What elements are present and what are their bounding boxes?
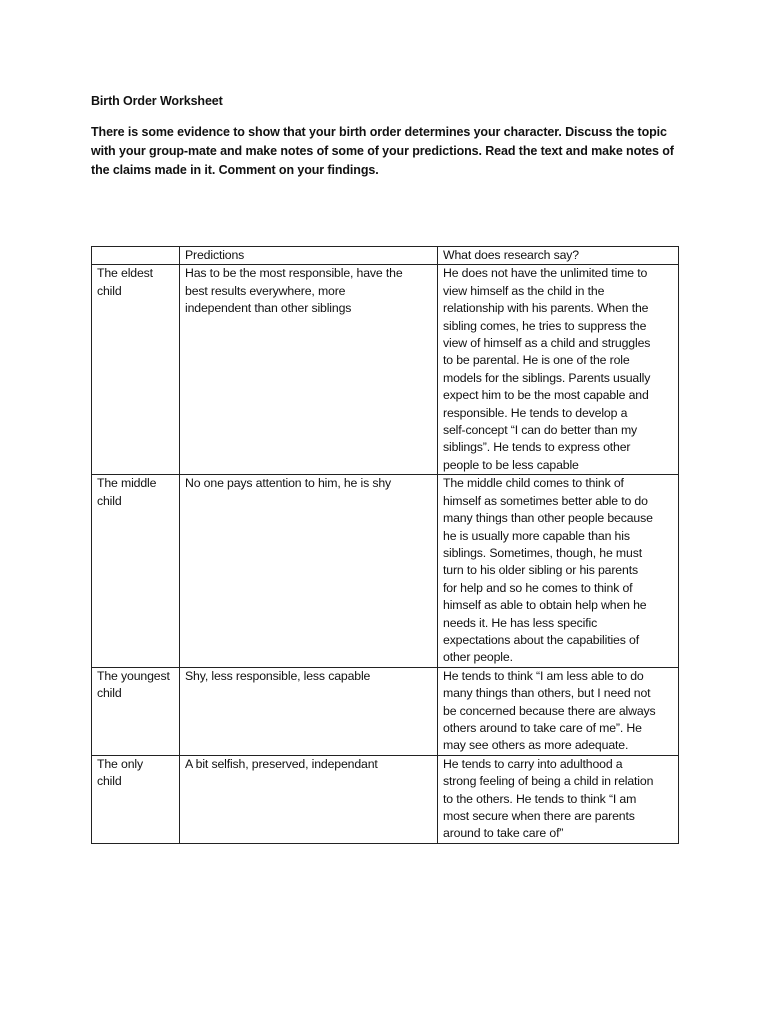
research-text-line: to the others. He tends to think “I am (443, 791, 637, 806)
research-text-line: people to be less capable (443, 457, 579, 472)
research-text-line: strong feeling of being a child in relation (443, 774, 654, 789)
prediction-text-line: Has to be the most responsible, have the (185, 266, 403, 281)
research-text-line: to be parental. He is one of the role (443, 353, 630, 368)
prediction-text-cell (180, 755, 438, 843)
birth-order-label-cell (92, 475, 180, 667)
worksheet-title: Birth Order Worksheet (91, 94, 223, 108)
instructions-line: with your group-mate and make notes of some of your predictions. Read the text and make notes of (91, 144, 674, 158)
research-text-line: sibling comes, he tries to suppress the (443, 318, 647, 333)
birth-order-label-line: The eldest (97, 266, 153, 281)
research-text-line: responsible. He tends to develop a (443, 405, 628, 420)
research-text-line: most secure when there are parents (443, 809, 635, 823)
birth-order-label-line: child (97, 283, 122, 298)
prediction-text-cell (180, 265, 438, 475)
research-text-line: He tends to carry into adulthood a (443, 756, 623, 771)
research-text-line: He tends to think “I am less able to do (443, 668, 644, 683)
birth-order-label-line: The only (97, 756, 143, 771)
research-text-cell (438, 667, 679, 755)
birth-order-label-line: The youngest (97, 668, 170, 683)
instructions-line: There is some evidence to show that your birth order determines your character. Discuss the topic (91, 125, 667, 139)
research-text-line: siblings”. He tends to express other (443, 440, 631, 455)
prediction-text-cell (180, 475, 438, 667)
table-row (92, 475, 679, 667)
research-text-line: be concerned because there are always (443, 703, 656, 718)
table-row (92, 755, 679, 843)
research-text-line: expectations about the capabilities of (443, 632, 639, 647)
research-text-line: view of himself as a child and struggles (443, 336, 651, 351)
research-text-line: others around to take care of me”. He (443, 720, 642, 735)
research-text-line: The middle child comes to think of (443, 476, 624, 491)
research-text-line: siblings. Sometimes, though, he must (443, 545, 642, 560)
research-text-line: many things than other people because (443, 511, 653, 526)
research-text-line: turn to his older sibling or his parents (443, 563, 638, 578)
research-text-line: he is usually more capable than his (443, 528, 630, 543)
research-text-line: self-concept “I can do better than my (443, 423, 638, 438)
header-research: What does research say? (438, 247, 679, 265)
research-text-line: himself as sometimes better able to do (443, 493, 648, 508)
research-text-line: He does not have the unlimited time to (443, 266, 648, 281)
header-predictions: Predictions (180, 247, 438, 265)
instructions-line: the claims made in it. Comment on your findings. (91, 163, 379, 177)
birth-order-label-cell (92, 667, 180, 755)
header-birth-order (92, 247, 180, 265)
table-header-row (92, 247, 679, 265)
birth-order-table (91, 246, 679, 844)
table-row (92, 667, 679, 755)
research-text-line: around to take care of” (443, 826, 564, 841)
research-text-line: himself as able to obtain help when he (443, 598, 647, 613)
research-text-line: many things than others, but I need not (443, 686, 651, 701)
research-text-line: models for the siblings. Parents usually (443, 370, 651, 385)
birth-order-label-line: child (97, 774, 122, 789)
birth-order-label-line: The middle (97, 476, 157, 491)
table-body (92, 265, 679, 843)
prediction-text-line: No one pays attention to him, he is shy (185, 476, 392, 491)
birth-order-label-line: child (97, 686, 122, 701)
research-text-cell (438, 755, 679, 843)
research-text-line: view himself as the child in the (443, 283, 605, 298)
research-text-line: may see others as more adequate. (443, 738, 629, 753)
research-text-line: other people. (443, 650, 513, 665)
research-text-line: for help and so he comes to think of (443, 580, 633, 595)
research-text-line: relationship with his parents. When the (443, 301, 649, 316)
table-row (92, 265, 679, 475)
research-text-cell (438, 265, 679, 475)
research-text-line: needs it. He has less specific (443, 615, 598, 630)
prediction-text-line: best results everywhere, more (185, 283, 346, 298)
research-text-line: expect him to be the most capable and (443, 388, 649, 403)
prediction-text-line: A bit selfish, preserved, independant (185, 756, 378, 771)
instructions-paragraph (91, 123, 681, 180)
prediction-text-cell (180, 667, 438, 755)
research-text-cell (438, 475, 679, 667)
birth-order-label-cell (92, 265, 180, 475)
birth-order-label-cell (92, 755, 180, 843)
prediction-text-line: independent than other siblings (185, 301, 352, 316)
birth-order-label-line: child (97, 493, 122, 508)
prediction-text-line: Shy, less responsible, less capable (185, 668, 371, 683)
